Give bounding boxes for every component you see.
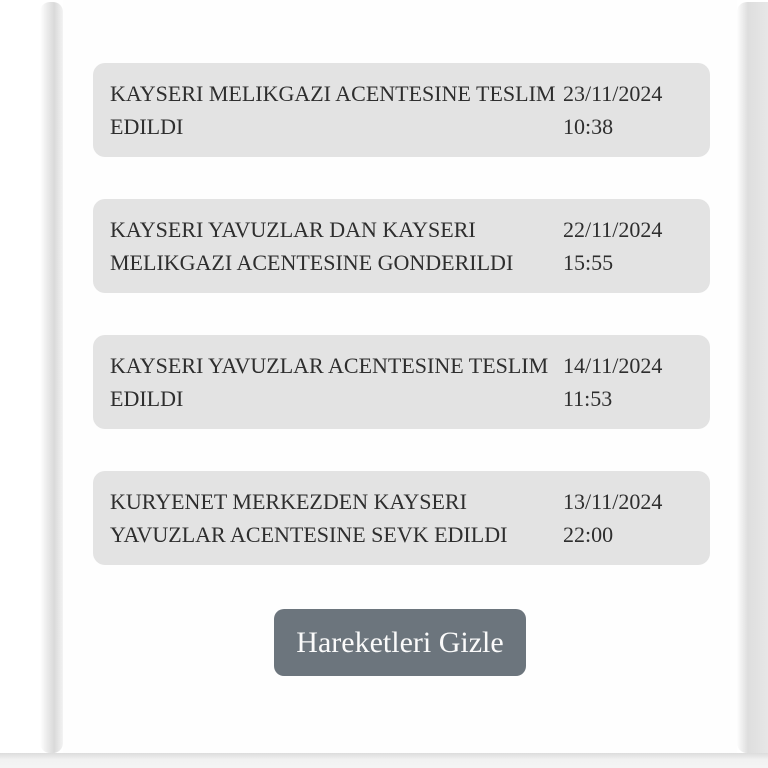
left-page-edge-rail [40,2,63,753]
event-description: KAYSERI MELIKGAZI ACENTESINE TESLIM EDILDI [110,81,556,139]
event-datetime [563,77,696,143]
right-page-edge-rail [737,2,768,753]
event-time: 22:00 [563,522,614,547]
event-date: 14/11/2024 [563,353,663,378]
tracking-event-card [93,471,710,565]
event-date: 23/11/2024 [563,81,663,106]
event-date: 22/11/2024 [563,217,663,242]
bottom-background-strip [0,753,768,768]
event-date: 13/11/2024 [563,489,663,514]
event-description: KAYSERI YAVUZLAR ACENTESINE TESLIM EDILDI [110,353,549,411]
tracking-event-card [93,63,710,157]
event-description: KURYENET MERKEZDEN KAYSERI YAVUZLAR ACENTESINE SEVK EDILDI [110,489,508,547]
hide-movements-button[interactable]: Hareketleri Gizle [274,609,526,676]
event-datetime [563,349,696,415]
tracking-event-card [93,199,710,293]
event-time: 15:55 [563,250,614,275]
event-time: 11:53 [563,386,613,411]
event-datetime [563,213,696,279]
tracking-event-card [93,335,710,429]
content-panel [63,0,737,753]
event-time: 10:38 [563,114,614,139]
event-datetime [563,485,696,551]
event-description: KAYSERI YAVUZLAR DAN KAYSERI MELIKGAZI ACENTESINE GONDERILDI [110,217,514,275]
tracking-event-list [63,63,710,565]
